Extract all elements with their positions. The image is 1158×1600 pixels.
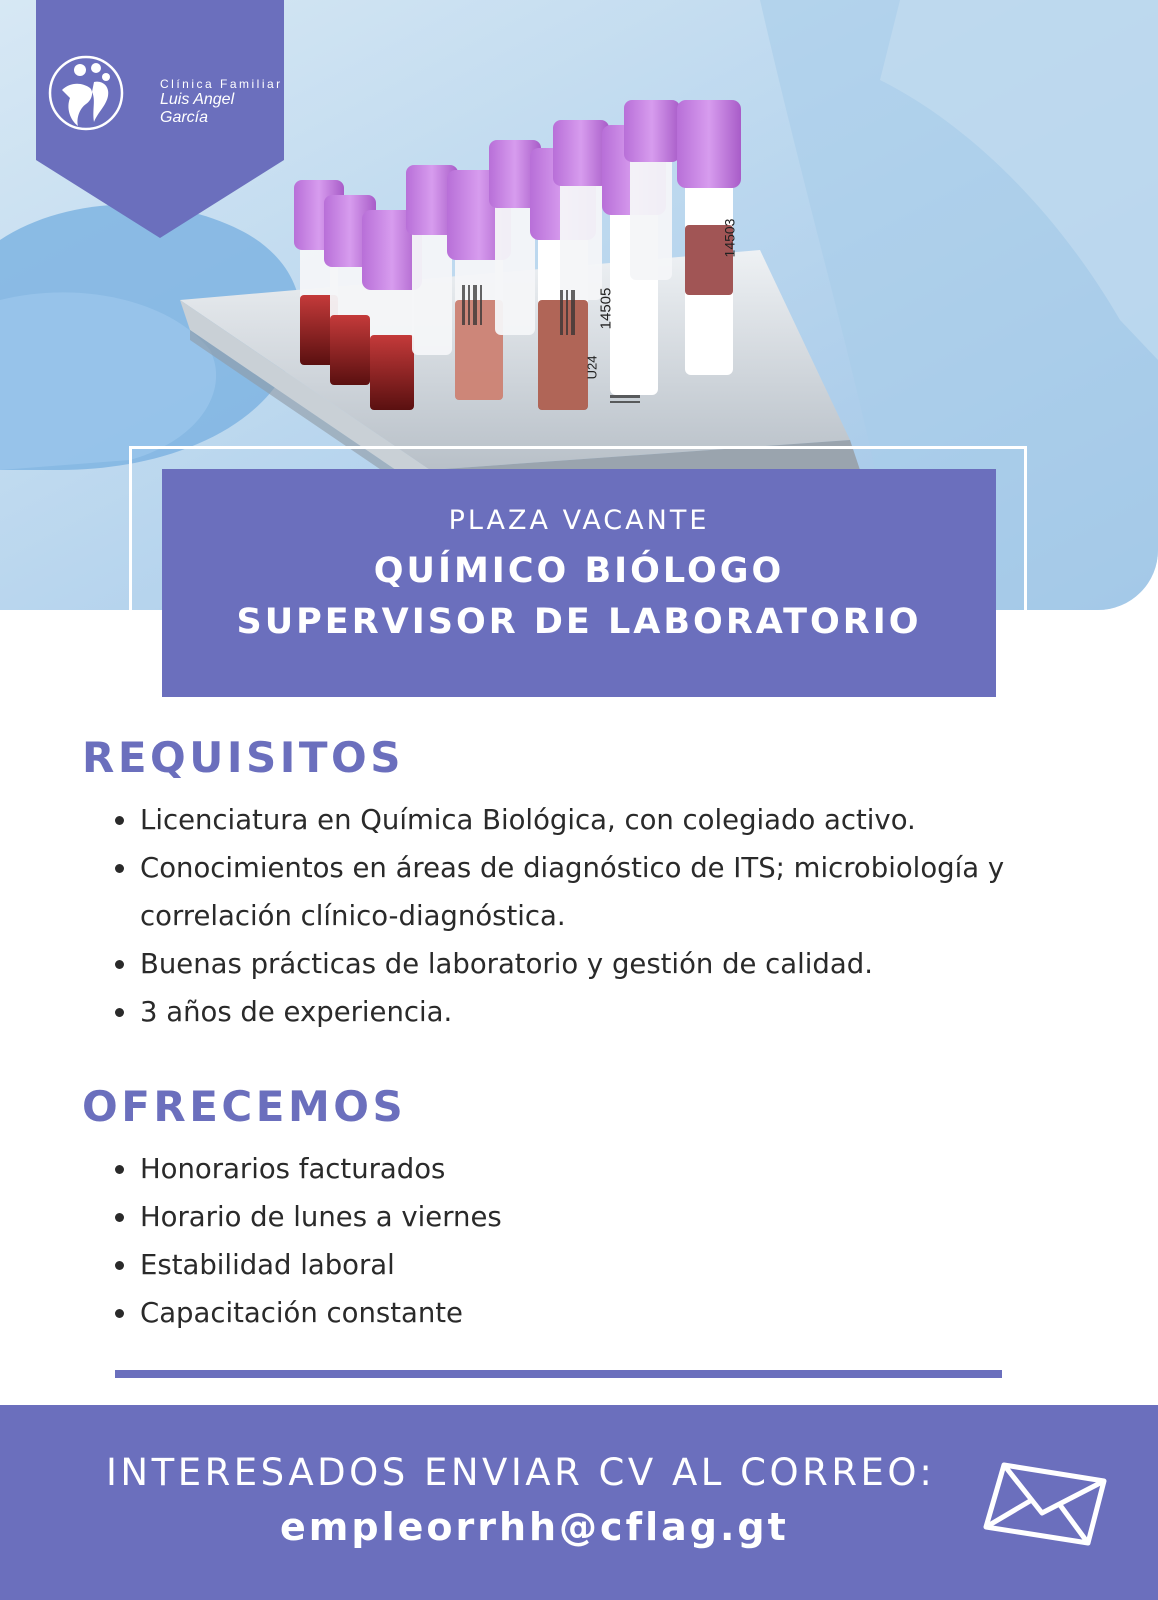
contact-instruction: INTERESADOS ENVIAR CV AL CORREO: — [106, 1451, 936, 1494]
list-item: Buenas prácticas de laboratorio y gestión de calidad. — [112, 940, 1132, 988]
tube-label-3: U24 — [584, 355, 600, 380]
job-title-line-2: SUPERVISOR DE LABORATORIO — [236, 601, 922, 642]
list-item: Capacitación constante — [112, 1289, 1132, 1337]
list-item: Honorarios facturados — [112, 1145, 1132, 1193]
tube-label-2: 14503 — [721, 218, 738, 258]
ofrecemos-list — [112, 1145, 1132, 1337]
job-title-line-1: QUÍMICO BIÓLOGO — [373, 551, 785, 591]
requisitos-heading: REQUISITOS — [82, 733, 404, 782]
divider — [115, 1370, 1002, 1378]
list-item: Licenciatura en Química Biológica, con colegiado activo. — [112, 796, 1132, 844]
logo-line-2: Luis Angel García — [160, 91, 235, 126]
list-item: Horario de lunes a viernes — [112, 1193, 1132, 1241]
contact-footer — [0, 1405, 1158, 1600]
requisitos-list — [112, 796, 1132, 1036]
job-title — [162, 546, 996, 648]
vacancy-subtitle: PLAZA VACANTE — [448, 505, 710, 536]
list-item: Estabilidad laboral — [112, 1241, 1132, 1289]
ofrecemos-heading: OFRECEMOS — [82, 1082, 407, 1131]
envelope-icon — [980, 1461, 1108, 1547]
contact-email-link[interactable]: empleorrhh@cflag.gt — [280, 1505, 789, 1549]
logo-badge — [36, 0, 284, 238]
tube-label-1: 14505 — [597, 287, 615, 330]
logo-line-1: Clínica Familiar — [160, 77, 283, 91]
list-item: 3 años de experiencia. — [112, 988, 1132, 1036]
list-item: Conocimientos en áreas de diagnóstico de ITS; microbiología y correlación clínico-diagnóstica. — [112, 844, 1132, 940]
title-box — [162, 469, 996, 697]
